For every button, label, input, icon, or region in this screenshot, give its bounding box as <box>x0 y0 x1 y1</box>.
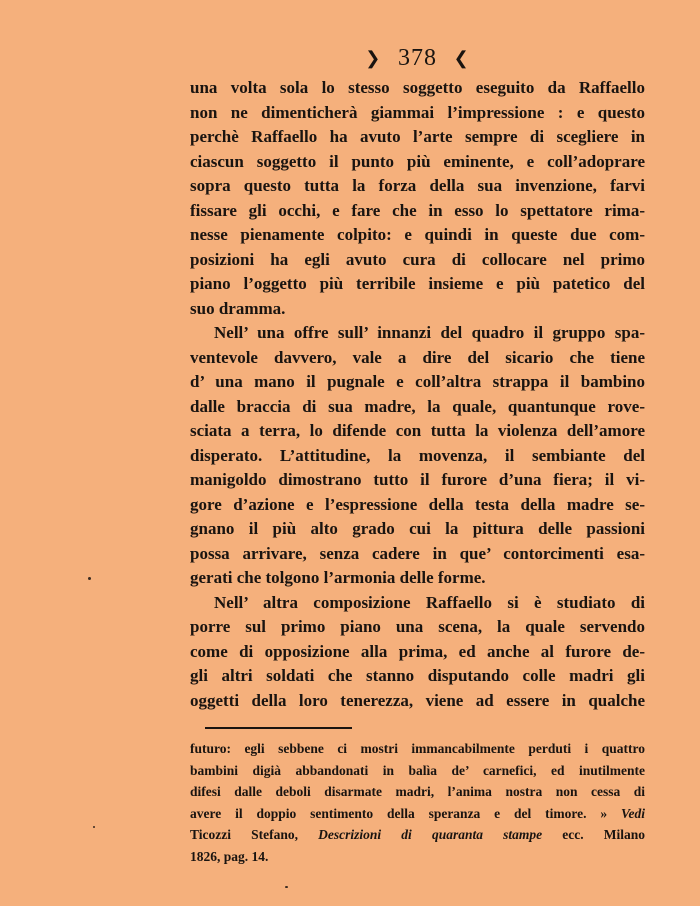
ink-speck <box>88 577 91 580</box>
text-line: suo dramma. <box>190 298 286 318</box>
text-line: non ne dimenticherà giammai l’impressione : e questo <box>190 102 645 122</box>
text-line: una volta sola lo stesso soggetto eseguito da Raffaello <box>190 78 645 97</box>
footnote-text: Ticozzi Stefano, <box>190 827 319 842</box>
paragraph-2 <box>190 321 645 591</box>
body-text <box>190 76 645 713</box>
footnote-line: bambini digià abbandonati in balìa de’ carnefici, ed inutilmente <box>190 762 645 778</box>
text-line: ciascun soggetto il punto più eminente, e coll’adoprare <box>190 151 645 171</box>
footnote-italic-text: Vedi <box>620 805 645 821</box>
text-line: gnano il più alto grado cui la pittura delle passioni <box>190 519 645 538</box>
footnote-text: ecc. Milano <box>542 827 645 842</box>
footnote-divider <box>205 727 352 729</box>
text-line: disperato. L’attitudine, la movenza, il sembiante del <box>190 445 645 465</box>
text-line: perchè Raffaello ha avuto l’arte sempre di scegliere in <box>190 127 645 146</box>
footnote-italic-title: Descrizioni di quaranta stampe <box>318 827 543 842</box>
text-line: nesse pienamente colpito: e quindi in queste due com- <box>190 225 645 244</box>
text-line: come di opposizione alla prima, ed anche al furore de- <box>190 641 645 661</box>
right-ornament-icon: ❮ <box>453 48 470 69</box>
text-line: oggetti della loro tenerezza, viene ad essere in qualche <box>190 690 645 710</box>
text-line: manigoldo dimostrano tutto il furore d’una fiera; il vi- <box>190 470 645 489</box>
left-ornament-icon: ❯ <box>365 48 382 69</box>
page-header <box>190 40 645 74</box>
paragraph-1 <box>190 76 645 321</box>
footnote-text: avere il doppio sentimento della speranza e del timore. » <box>190 805 621 821</box>
text-line: posizioni ha egli avuto cura di collocare nel primo <box>190 249 645 269</box>
text-line: dalle braccia di sua madre, la quale, quantunque rove- <box>190 396 645 416</box>
text-line: gli altri soldati che stanno disputando colle madri gli <box>190 666 645 685</box>
text-line: Nell’ altra composizione Raffaello si è studiato di <box>214 592 645 612</box>
footnote-line <box>190 824 645 846</box>
text-line: gerati che tolgono l’armonia delle forme. <box>190 568 486 587</box>
text-line: gore d’azione e l’espressione della testa della madre se- <box>190 494 645 514</box>
text-line: piano l’oggetto più terribile insieme e più patetico del <box>190 274 645 293</box>
ink-speck <box>285 886 288 888</box>
footnote-line: futuro: egli sebbene ci mostri immancabilmente perduti i quattro <box>190 741 645 756</box>
footnote-line <box>190 803 645 825</box>
footnote-line: difesi dalle deboli disarmate madri, l’anima nostra non cessa di <box>190 784 645 799</box>
page-number: 378 <box>398 45 437 71</box>
text-line: d’ una mano il pugnale e coll’altra strappa il bambino <box>190 372 645 391</box>
footnote-line: 1826, pag. 14. <box>190 848 269 864</box>
ink-speck <box>93 826 95 828</box>
text-line: possa arrivare, senza cadere in que’ contorcimenti esa- <box>190 543 645 563</box>
page <box>190 40 645 713</box>
text-line: sciata a terra, lo difende con tutta la violenza dell’amore <box>190 421 645 440</box>
text-line: Nell’ una offre sull’ innanzi del quadro il gruppo spa- <box>214 323 645 342</box>
text-line: fissare gli occhi, e fare che in esso lo spettatore rima- <box>190 200 645 220</box>
text-line: ventevole davvero, vale a dire del sicario che tiene <box>190 347 645 367</box>
paragraph-3 <box>190 591 645 714</box>
footnote <box>190 738 645 867</box>
text-line: sopra questo tutta la forza della sua invenzione, farvi <box>190 176 645 195</box>
text-line: porre sul primo piano una scena, la quale servendo <box>190 617 645 636</box>
